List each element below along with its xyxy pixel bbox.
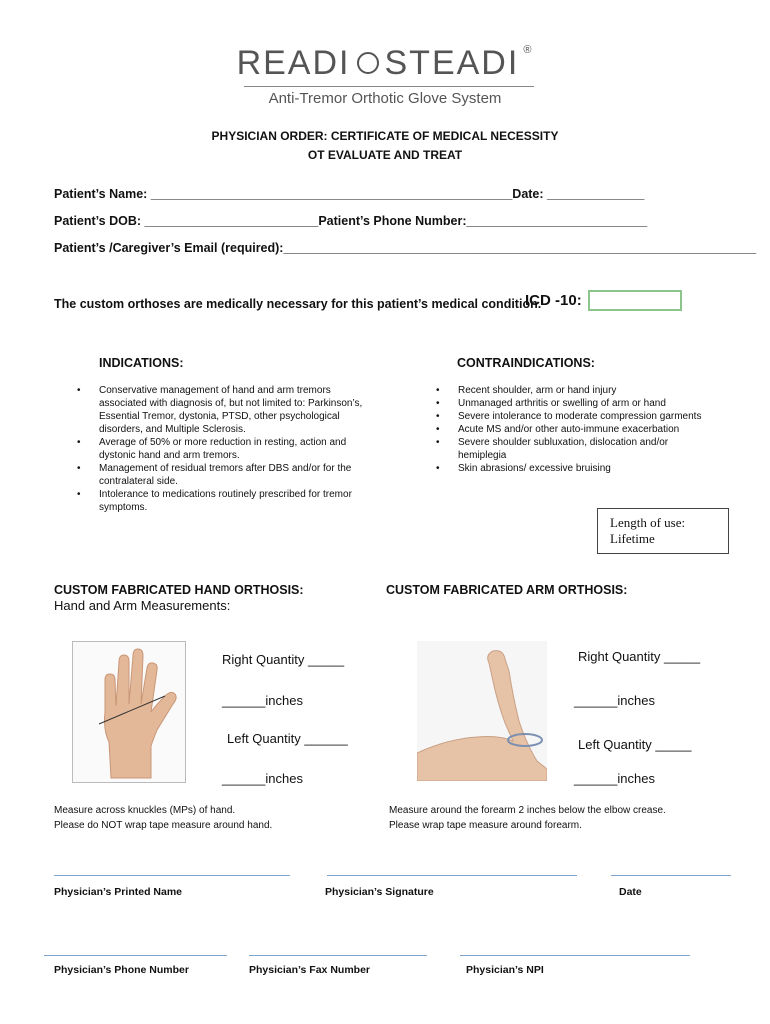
brand-left: READI [236, 44, 351, 82]
npi-line[interactable] [460, 955, 690, 956]
list-item: • Severe intolerance to moderate compression garments [436, 410, 716, 423]
contraindications-list [436, 384, 716, 475]
form-title: PHYSICIAN ORDER: CERTIFICATE OF MEDICAL NECESSITY [211, 129, 559, 143]
logo-tagline: Anti-Tremor Orthotic Glove System [268, 90, 502, 107]
fax-number-label: Physician’s Fax Number [249, 964, 370, 976]
date-line[interactable] [611, 875, 731, 876]
list-item: • Skin abrasions/ excessive bruising [436, 462, 716, 475]
logo-divider [244, 86, 534, 87]
medical-necessity-statement: The custom orthoses are medically necessary for this patient’s medical condition. [54, 297, 542, 311]
list-item: • Conservative management of hand and arm tremors associated with diagnosis of, but not limited to: Parkinson’s, Essential Tremor, dystonia, PTSD, other psychological disorders, and Multiple Sclerosis. [77, 384, 367, 436]
hand-left-inches-field[interactable]: ______inches [222, 771, 303, 786]
form-subtitle: OT EVALUATE AND TREAT [307, 148, 463, 162]
arm-icon [417, 641, 547, 781]
icd-code-input[interactable] [588, 290, 682, 311]
npi-label: Physician’s NPI [466, 964, 544, 976]
hand-left-quantity-field[interactable]: Left Quantity ______ [227, 731, 348, 746]
measurements-subheading: Hand and Arm Measurements: [54, 598, 231, 613]
hand-measurement-note: Measure across knuckles (MPs) of hand. Please do NOT wrap tape measure around hand. [54, 805, 273, 831]
arm-right-quantity-field[interactable]: Right Quantity _____ [578, 649, 701, 664]
hand-icon [73, 642, 185, 782]
length-of-use-box [597, 508, 729, 554]
list-item: • Intolerance to medications routinely prescribed for tremor symptoms. [77, 488, 367, 514]
arm-right-inches-field[interactable]: ______inches [574, 693, 655, 708]
list-item: • Severe shoulder subluxation, dislocation and/or hemiplegia [436, 436, 716, 462]
fax-number-line[interactable] [249, 955, 427, 956]
length-of-use-label: Length of use: [610, 515, 686, 530]
patient-dob-phone-field[interactable]: Patient’s DOB: _________________________Patient’s Phone Number:__________________________ [54, 214, 648, 228]
arm-measurement-note: Measure around the forearm 2 inches below the elbow crease. Please wrap tape measure around forearm. [389, 805, 666, 831]
list-item: • Management of residual tremors after DBS and/or for the contralateral side. [77, 462, 367, 488]
registered-mark: ® [523, 44, 534, 56]
signature-label: Physician’s Signature [325, 886, 434, 898]
patient-email-field[interactable]: Patient’s /Caregiver’s Email (required):____________________________________________________________________ [54, 241, 757, 255]
patient-name-field[interactable]: Patient’s Name: ____________________________________________________Date: ______________ [54, 187, 645, 201]
arm-measurement-image [417, 641, 547, 781]
printed-name-line[interactable] [54, 875, 290, 876]
brand-logo [0, 44, 770, 83]
list-item: • Average of 50% or more reduction in resting, action and dystonic hand and arm tremors. [77, 436, 367, 462]
contraindications-heading: CONTRAINDICATIONS: [457, 356, 595, 370]
arm-left-inches-field[interactable]: ______inches [574, 771, 655, 786]
printed-name-label: Physician’s Printed Name [54, 886, 182, 898]
length-of-use-value: Lifetime [610, 531, 655, 546]
hand-right-inches-field[interactable]: ______inches [222, 693, 303, 708]
hand-orthosis-heading: CUSTOM FABRICATED HAND ORTHOSIS: [54, 583, 304, 597]
hand-measurement-image [72, 641, 186, 783]
phone-number-line[interactable] [44, 955, 227, 956]
logo-seal-icon [357, 52, 379, 74]
list-item: • Recent shoulder, arm or hand injury [436, 384, 716, 397]
list-item: • Acute MS and/or other auto-immune exacerbation [436, 423, 716, 436]
list-item: • Unmanaged arthritis or swelling of arm or hand [436, 397, 716, 410]
hand-right-quantity-field[interactable]: Right Quantity _____ [222, 652, 345, 667]
date-label: Date [619, 886, 642, 898]
indications-list [77, 384, 367, 514]
arm-orthosis-heading: CUSTOM FABRICATED ARM ORTHOSIS: [386, 583, 628, 597]
arm-left-quantity-field[interactable]: Left Quantity _____ [578, 737, 692, 752]
icd-label: ICD -10: [525, 292, 582, 309]
signature-line[interactable] [327, 875, 577, 876]
phone-number-label: Physician’s Phone Number [54, 964, 189, 976]
brand-right: STEADI [384, 44, 520, 82]
indications-heading: INDICATIONS: [99, 356, 184, 370]
